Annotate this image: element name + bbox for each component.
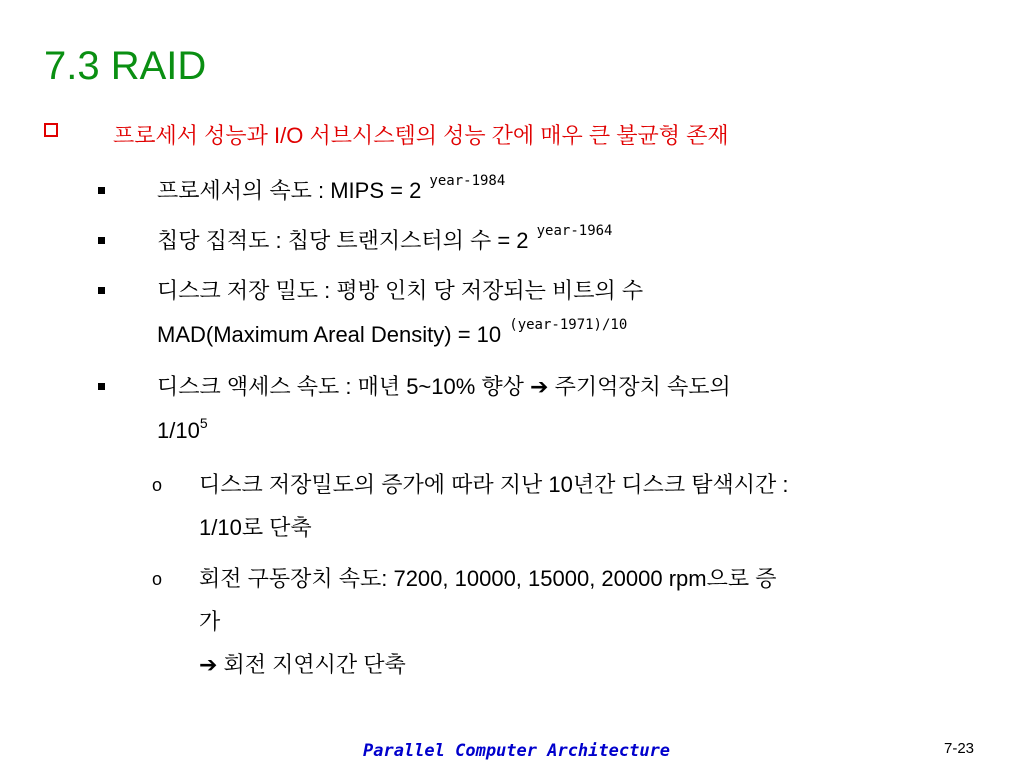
- square-bullet-icon: [98, 287, 105, 294]
- item-text: 프로세서의 속도 : MIPS = 2: [157, 178, 428, 203]
- right-arrow-icon: ➔: [199, 652, 218, 677]
- item-line2: 1/10: [157, 418, 200, 443]
- subitem-line1: 디스크 저장밀도의 증가에 따라 지난 10년간 디스크 탐색시간 :: [199, 472, 789, 497]
- item-superscript: year-1984: [429, 173, 506, 189]
- checkbox-bullet-icon: [44, 123, 58, 137]
- slide-title: 7.3 RAID: [44, 44, 207, 88]
- subitem-line1: 회전 구동장치 속도: 7200, 10000, 15000, 20000 rpm으로 증: [199, 566, 777, 591]
- item-text: 칩당 집적도 : 칩당 트랜지스터의 수 = 2: [157, 228, 535, 253]
- subitem-line2: 가: [199, 609, 221, 634]
- circle-bullet-icon: o: [152, 569, 163, 589]
- right-arrow-icon: ➔: [530, 374, 549, 399]
- main-point-text: 프로세서 성능과 I/O 서브시스템의 성능 간에 매우 큰 불균형 존재: [113, 123, 729, 148]
- circle-bullet-icon: o: [152, 475, 163, 495]
- item-line2: MAD(Maximum Areal Density) = 10: [157, 322, 508, 347]
- subitem-line3: 회전 지연시간 단축: [217, 652, 406, 677]
- item-line1-b: 주기억장치 속도의: [548, 374, 731, 399]
- square-bullet-icon: [98, 383, 105, 390]
- item-superscript: year-1964: [536, 223, 613, 239]
- footer-title: Parallel Computer Architecture: [363, 741, 671, 761]
- item-line1-a: 디스크 액세스 속도 : 매년 5~10% 향상: [157, 374, 531, 399]
- subitem-line2: 1/10로 단축: [199, 515, 312, 540]
- square-bullet-icon: [98, 187, 105, 194]
- square-bullet-icon: [98, 237, 105, 244]
- item-superscript: 5: [199, 415, 208, 431]
- item-superscript: (year-1971)/10: [509, 317, 628, 333]
- item-line1: 디스크 저장 밀도 : 평방 인치 당 저장되는 비트의 수: [157, 278, 644, 303]
- page-number: 7-23: [944, 740, 975, 757]
